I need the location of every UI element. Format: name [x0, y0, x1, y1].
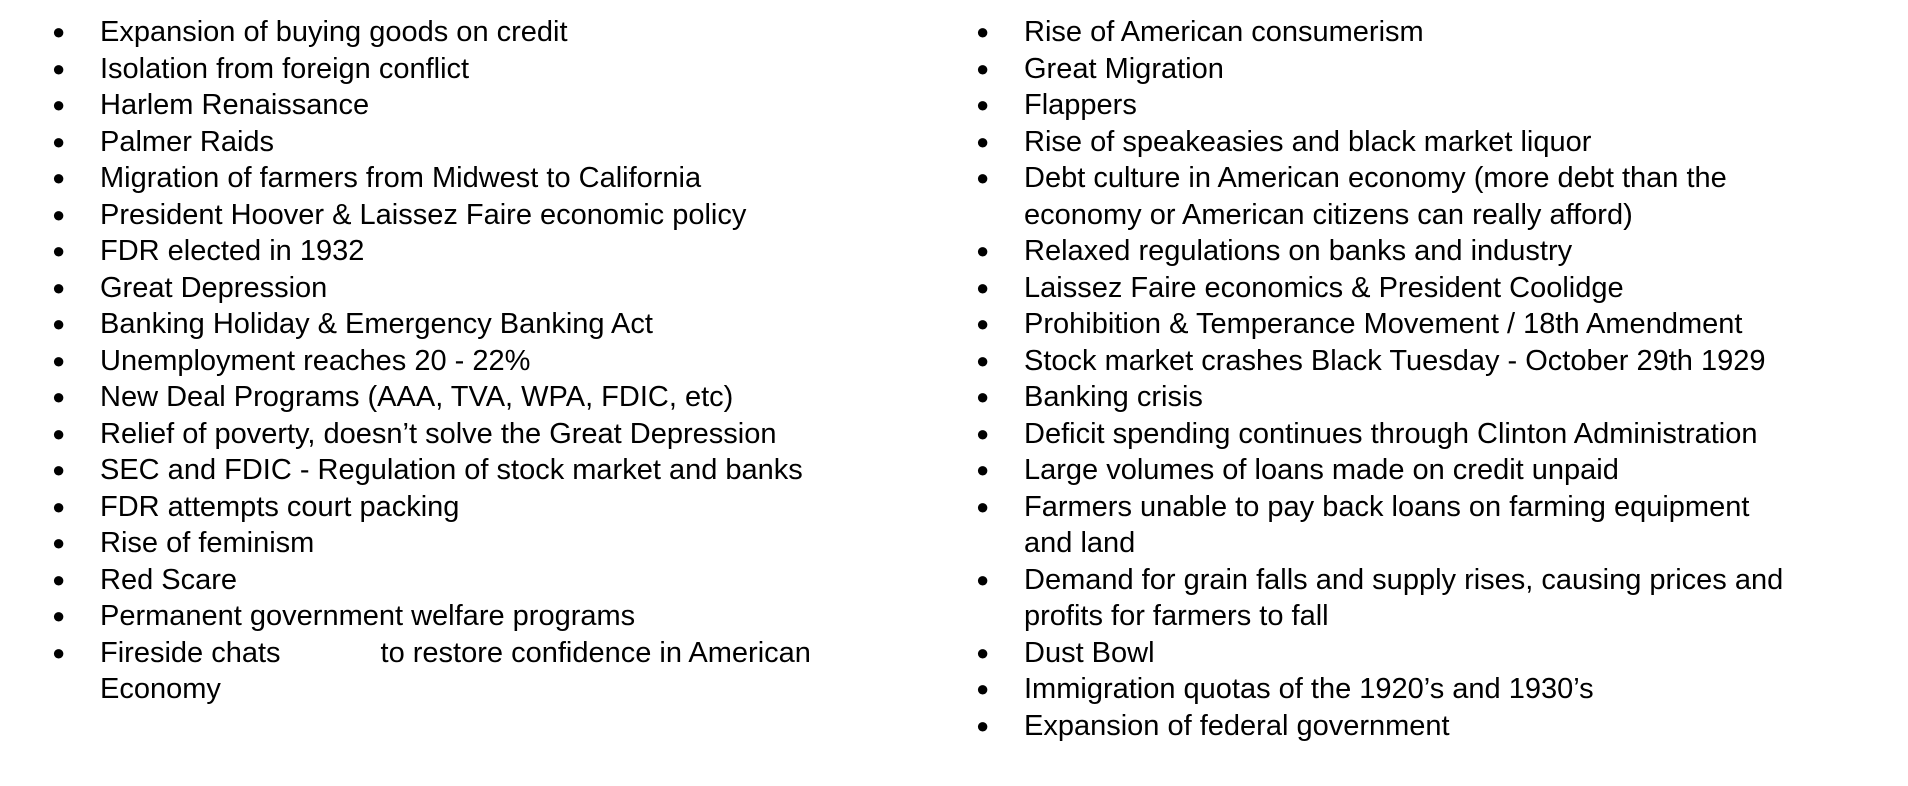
bullet-icon: ● [976, 347, 990, 373]
list-item [52, 14, 952, 51]
list-item [52, 306, 952, 343]
bullet-icon: ● [976, 165, 990, 190]
list-item-text: Immigration quotas of the 1920’s and 1930’s [1024, 673, 1594, 705]
list-item [976, 233, 1876, 270]
bullet-icon: ● [52, 347, 66, 373]
bullet-icon: ● [52, 201, 66, 227]
list-item-text: FDR attempts court packing [100, 490, 460, 523]
list-item-text: Expansion of buying goods on credit [100, 16, 568, 48]
bullet-icon: ● [52, 165, 66, 190]
list-item-line [100, 635, 952, 672]
list-item-text: Stock market crashes Black Tuesday - October 29th 1929 [1024, 344, 1766, 377]
list-item-text: Economy [100, 673, 221, 705]
bullet-icon: ● [976, 311, 990, 336]
list-item-text: Migration of farmers from Midwest to California [100, 162, 702, 194]
list-item-text: Palmer Raids [100, 125, 275, 158]
list-item-text: Prohibition & Temperance Movement / 18th Amendment [1024, 308, 1743, 340]
bullet-icon: ● [52, 55, 66, 81]
list-item [52, 270, 952, 307]
list-item [52, 489, 952, 526]
bullet-icon: ● [976, 712, 990, 738]
bullet-icon: ● [52, 639, 66, 665]
list-item [52, 379, 952, 416]
list-item-text: Red Scare [100, 563, 238, 596]
bullet-icon: ● [976, 274, 990, 300]
bullet-icon: ● [52, 493, 66, 519]
list-item [52, 124, 952, 161]
bullet-icon: ● [52, 457, 66, 482]
list-item [976, 379, 1876, 416]
list-item [52, 160, 952, 197]
list-item-text: Rise of American consumerism [1024, 16, 1424, 48]
bullet-icon: ● [976, 55, 990, 81]
list-item-text: Unemployment reaches 20 - 22% [100, 344, 531, 377]
list-item [976, 671, 1876, 708]
list-item-text: Isolation from foreign conflict [100, 52, 470, 85]
list-item [52, 525, 952, 562]
list-item-text: New Deal Programs (AAA, TVA, WPA, FDIC, etc) [100, 381, 734, 413]
list-item [976, 306, 1876, 343]
list-item-text: Relaxed regulations on banks and industry [1024, 235, 1573, 267]
bullet-icon: ● [52, 603, 66, 628]
bullet-icon: ● [976, 457, 990, 482]
left-bullet-list [52, 14, 952, 708]
list-item-text: Great Migration [1024, 52, 1224, 85]
list-item-text: and land [1024, 527, 1136, 559]
bullet-icon: ● [52, 530, 66, 555]
bullet-icon: ● [976, 128, 990, 154]
right-bullet-list [976, 14, 1876, 744]
bullet-icon: ● [52, 384, 66, 409]
bullet-icon: ● [976, 19, 990, 44]
list-item-text: Dust Bowl [1024, 636, 1155, 669]
list-item [976, 124, 1876, 161]
list-item [976, 14, 1876, 51]
bullet-icon: ● [976, 92, 990, 117]
list-item-text: Harlem Renaissance [100, 89, 370, 121]
list-item [52, 87, 952, 124]
list-item [52, 197, 952, 234]
list-item-text: Rise of speakeasies and black market liquor [1024, 125, 1592, 158]
bullet-icon: ● [976, 639, 990, 665]
bullet-icon: ● [52, 238, 66, 263]
list-item-text: Great Depression [100, 271, 328, 304]
list-item-text: Permanent government welfare programs [100, 600, 636, 632]
list-item [976, 489, 1876, 562]
bullet-icon: ● [976, 676, 990, 701]
bullet-icon: ● [52, 420, 66, 446]
list-item-text: Farmers unable to pay back loans on farming equipment [1024, 490, 1750, 523]
list-item [52, 598, 952, 635]
list-item [976, 708, 1876, 745]
bullet-icon: ● [52, 19, 66, 44]
list-item-text: Deficit spending continues through Clinton Administration [1024, 417, 1758, 450]
list-item [976, 87, 1876, 124]
list-item-text: Laissez Faire economics & President Coolidge [1024, 271, 1624, 304]
list-item [52, 635, 952, 708]
list-item [52, 452, 952, 489]
bullet-icon: ● [976, 493, 990, 519]
list-item-text: FDR elected in 1932 [100, 235, 365, 267]
list-item-text: profits for farmers to fall [1024, 600, 1329, 632]
bullet-icon: ● [52, 566, 66, 592]
list-item [976, 562, 1876, 635]
list-item [976, 51, 1876, 88]
list-item-text: Expansion of federal government [1024, 709, 1450, 742]
list-item-text: Demand for grain falls and supply rises, causing prices and [1024, 563, 1784, 596]
list-item [976, 452, 1876, 489]
list-item [976, 343, 1876, 380]
list-item [52, 343, 952, 380]
list-item-text: Banking Holiday & Emergency Banking Act [100, 308, 653, 340]
list-item [976, 160, 1876, 233]
list-item [52, 562, 952, 599]
list-item-text: President Hoover & Laissez Faire economic policy [100, 198, 747, 231]
list-item-text: to restore confidence in American [380, 636, 811, 669]
bullet-icon: ● [976, 566, 990, 592]
list-item [976, 635, 1876, 672]
bullet-icon: ● [52, 128, 66, 154]
list-item-text: Large volumes of loans made on credit unpaid [1024, 454, 1619, 486]
list-item [52, 416, 952, 453]
list-item [52, 233, 952, 270]
bullet-icon: ● [976, 420, 990, 446]
list-item-text: Banking crisis [1024, 381, 1203, 413]
list-item-text: Debt culture in American economy (more debt than the [1024, 162, 1727, 194]
bullet-icon: ● [52, 92, 66, 117]
bullet-icon: ● [976, 384, 990, 409]
list-item-text: economy or American citizens can really afford) [1024, 198, 1633, 231]
list-item [976, 416, 1876, 453]
list-item-text: Relief of poverty, doesn’t solve the Great Depression [100, 417, 777, 450]
bullet-icon: ● [52, 311, 66, 336]
list-item-text: Rise of feminism [100, 527, 315, 559]
list-item [976, 270, 1876, 307]
bullet-icon: ● [976, 238, 990, 263]
list-item-text: SEC and FDIC - Regulation of stock market and banks [100, 454, 803, 486]
bullet-icon: ● [52, 274, 66, 300]
list-item-text: Fireside chats [100, 636, 281, 669]
list-item [52, 51, 952, 88]
list-item-text: Flappers [1024, 89, 1137, 121]
